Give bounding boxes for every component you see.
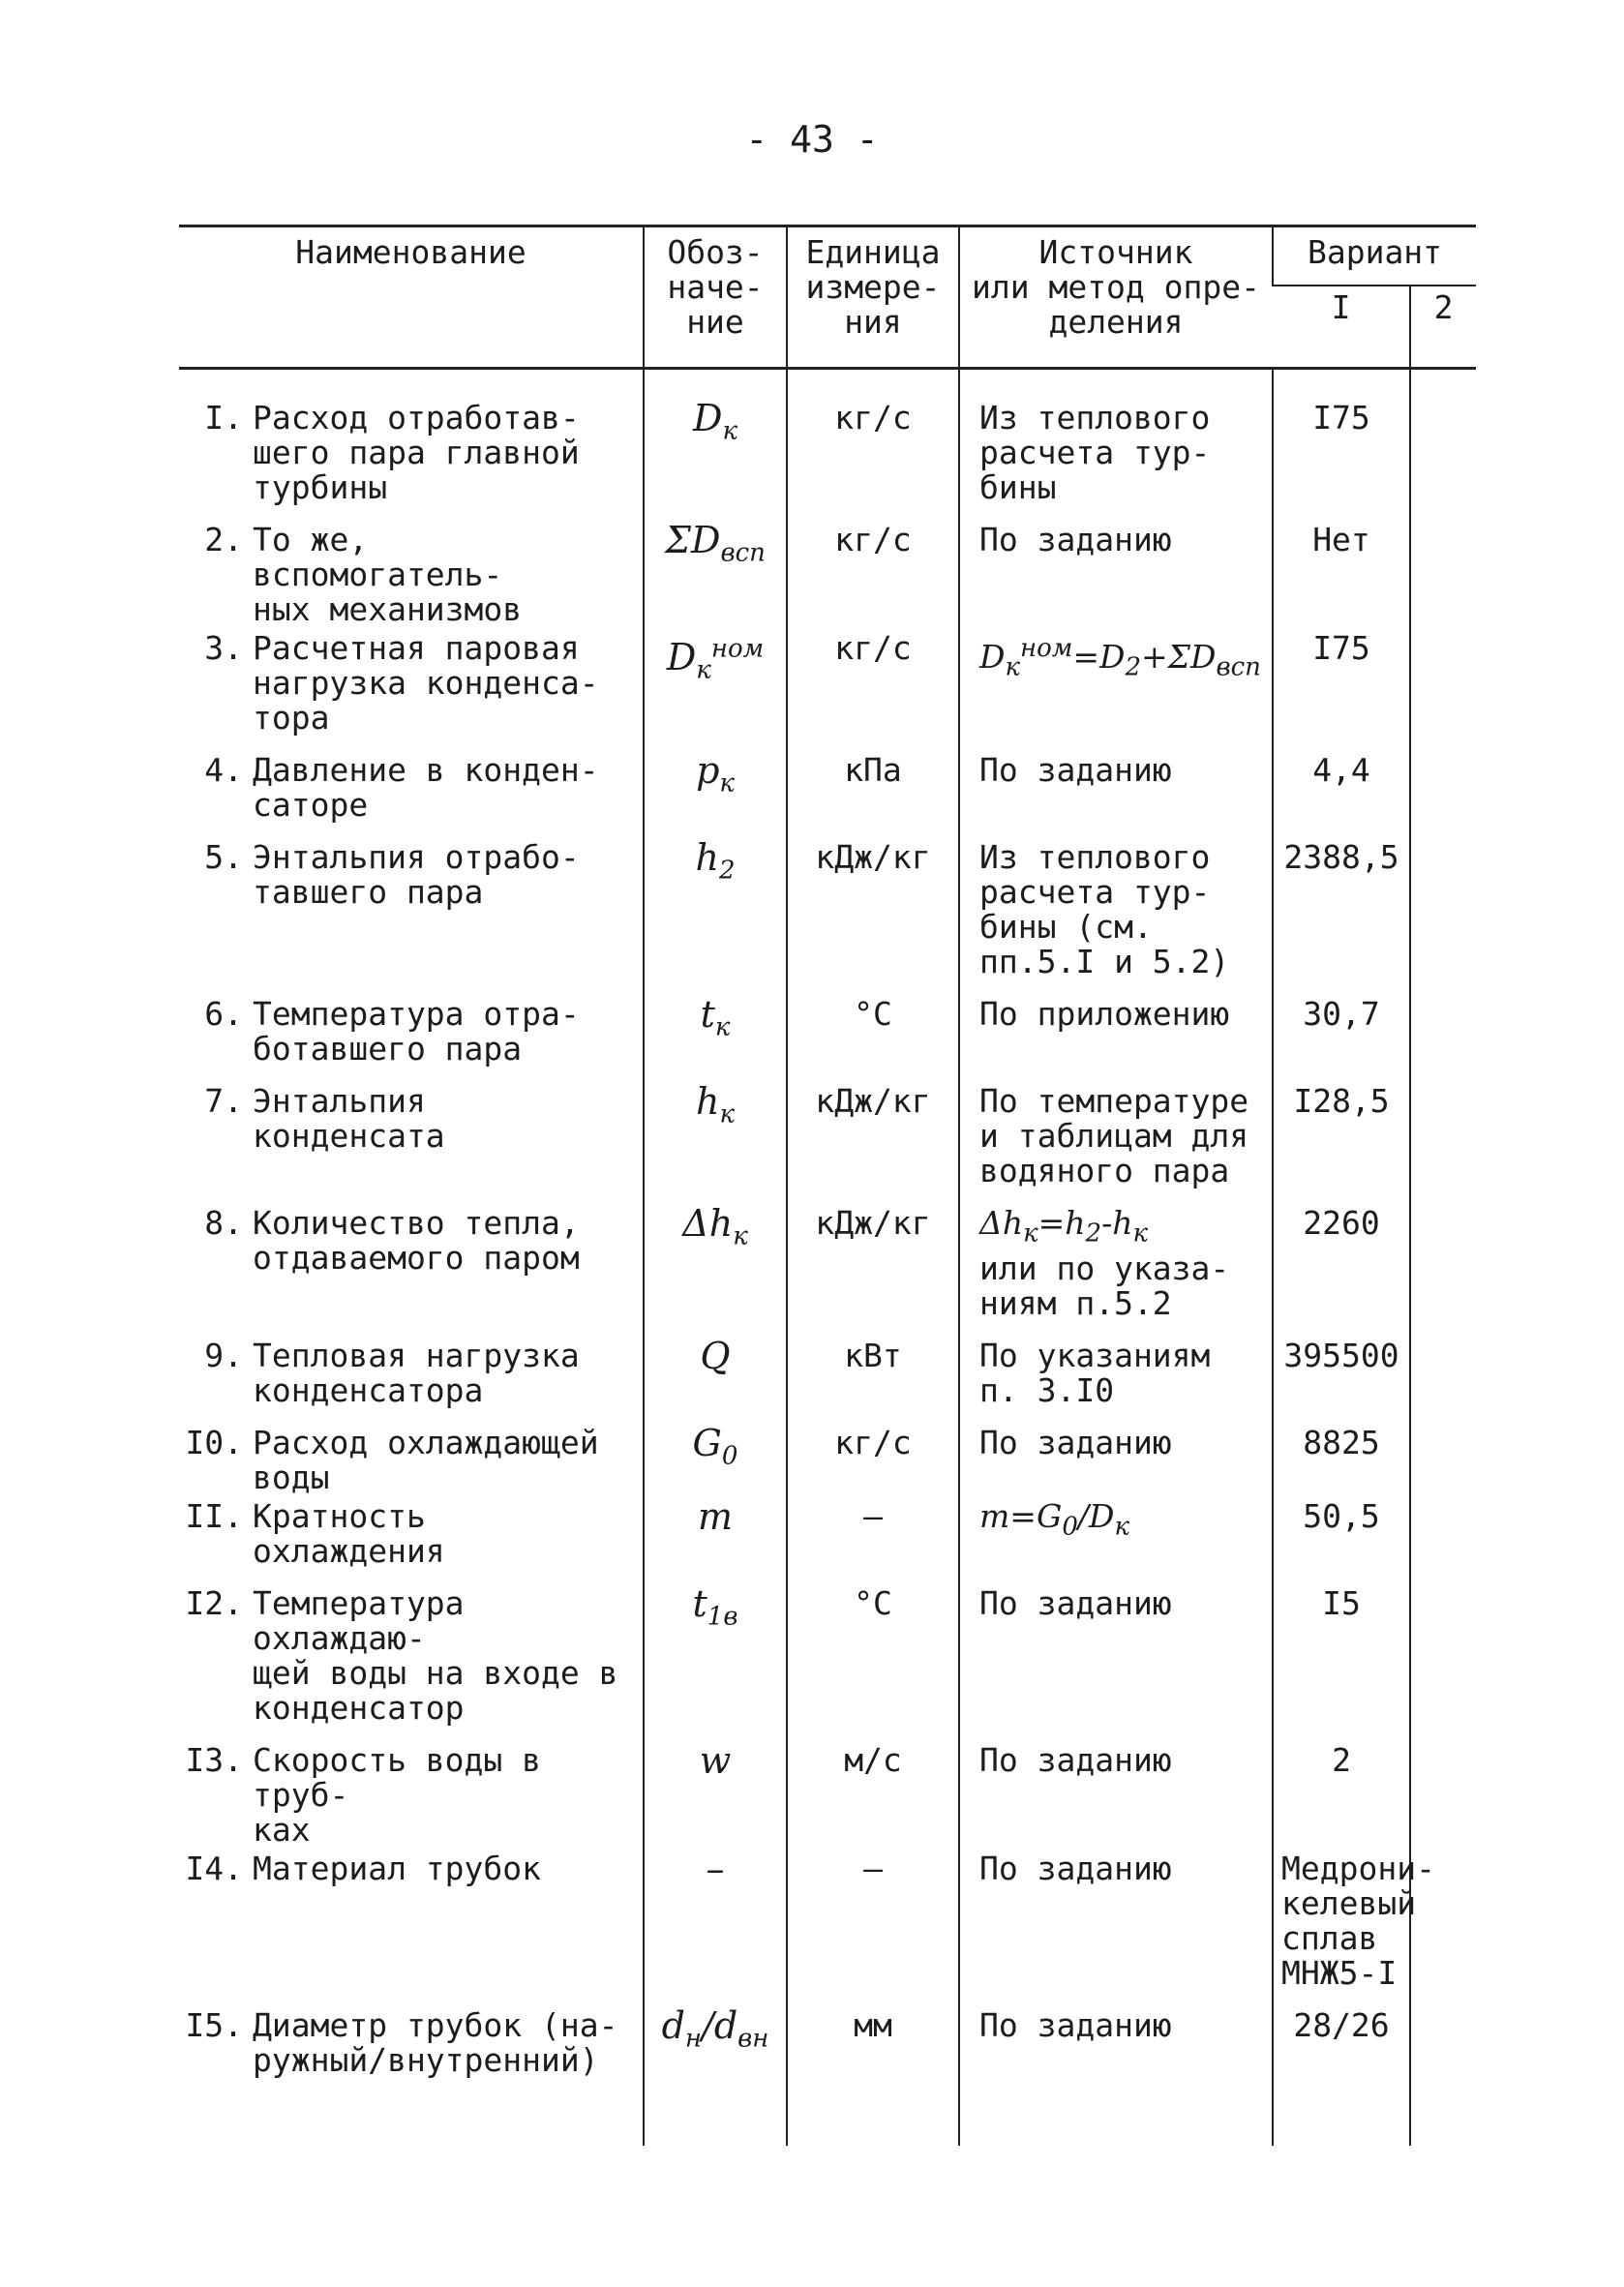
variant-1-value: Медрони- келевый сплав МНЖ5-I xyxy=(1273,1850,1410,2006)
param-name-cell xyxy=(179,629,644,751)
variant-2-value xyxy=(1410,1204,1476,1337)
unit-cell: кг/с xyxy=(787,1424,959,1497)
variant-1-value: 2 xyxy=(1273,1741,1410,1850)
unit-cell: кПа xyxy=(787,751,959,838)
symbol: $t_{1в}$ xyxy=(692,1581,738,1632)
param-name-cell xyxy=(179,838,644,995)
unit-cell: кг/с xyxy=(787,629,959,751)
symbol: $d_н/d_{вн}$ xyxy=(661,2003,769,2054)
symbol: Q xyxy=(700,1334,731,1377)
header-symbol xyxy=(644,226,787,369)
header-variant-label: Вариант xyxy=(1307,233,1443,271)
source-cell: По заданию xyxy=(959,1741,1273,1850)
variant-2-value xyxy=(1410,751,1476,838)
symbol-cell xyxy=(644,629,787,751)
source-cell: По заданию xyxy=(959,1584,1273,1741)
param-name: Температура отра- ботавшего пара xyxy=(253,995,580,1068)
header-source-label: Источник или метод опре- деления xyxy=(971,233,1260,341)
row-number: I4. xyxy=(185,1849,243,1887)
unit-cell: м/с xyxy=(787,1741,959,1850)
param-name: Расход охлаждающей воды xyxy=(253,1423,599,1496)
unit-cell: кг/с xyxy=(787,521,959,629)
header-name xyxy=(179,226,644,369)
symbol-cell xyxy=(644,1204,787,1337)
param-name: Энтальпия отрабо- тавшего пара xyxy=(253,838,580,911)
param-name: Тепловая нагрузка конденсатора xyxy=(253,1336,580,1409)
source-cell xyxy=(959,1497,1273,1584)
symbol-cell xyxy=(644,1581,787,1741)
row-number: 3. xyxy=(204,629,243,667)
table-row xyxy=(179,1584,1476,1741)
row-number: 9. xyxy=(204,1336,243,1374)
symbol-cell xyxy=(644,1082,787,1204)
source-cell: По приложению xyxy=(959,995,1273,1082)
unit-cell: – xyxy=(787,1497,959,1584)
unit-cell: °С xyxy=(787,995,959,1082)
row-number: I5. xyxy=(185,2005,243,2044)
param-name: Диаметр трубок (на- ружный/внутренний) xyxy=(253,2005,618,2079)
table-row xyxy=(179,1082,1476,1204)
source-cell: По температуре и таблицам для водяного пара xyxy=(959,1082,1273,1204)
variant-1-value: 4,4 xyxy=(1273,751,1410,838)
symbol-cell xyxy=(644,369,787,522)
source-cell: Из теплового расчета тур- бины xyxy=(959,369,1273,522)
param-name: Скорость воды в труб- ках xyxy=(253,1740,542,1849)
symbol-cell xyxy=(644,1334,787,1424)
unit-cell: кВт xyxy=(787,1337,959,1424)
variant-2-value xyxy=(1410,1741,1476,1850)
source-cell: По указаниям п. 3.I0 xyxy=(959,1337,1273,1424)
header-name-label: Наименование xyxy=(295,233,526,271)
variant-1-value: 30,7 xyxy=(1273,995,1410,1082)
header-variant-1: I xyxy=(1273,286,1410,369)
variant-2-value xyxy=(1410,1337,1476,1424)
table-row xyxy=(179,995,1476,1082)
header-unit-label: Единица измере- ния xyxy=(805,233,941,341)
param-name: Температура охлаждаю- щей воды на входе в конденсатор xyxy=(253,1583,618,1727)
param-name-cell xyxy=(179,1584,644,1741)
variant-1-value: 8825 xyxy=(1273,1424,1410,1497)
unit-cell: кг/с xyxy=(787,369,959,522)
row-number: 5. xyxy=(204,838,243,876)
unit-cell: кДж/кг xyxy=(787,1204,959,1337)
table-row xyxy=(179,369,1476,522)
unit-cell: – xyxy=(787,1850,959,2006)
param-name-cell xyxy=(179,1424,644,1497)
table-row xyxy=(179,629,1476,751)
param-name-cell xyxy=(179,995,644,1082)
table-row xyxy=(179,1850,1476,2006)
formula: $D_к^{ном}=D_2+\Sigma D_{всп}$ xyxy=(979,634,1261,682)
table-row xyxy=(179,1497,1476,1584)
table-row xyxy=(179,2006,1476,2146)
variant-2-value xyxy=(1410,838,1476,995)
param-name: То же, вспомогатель- ных механизмов xyxy=(253,521,523,628)
symbol: m xyxy=(697,1494,734,1538)
param-name-cell xyxy=(179,1741,644,1850)
symbol: – xyxy=(706,1847,725,1890)
variant-1-value: I28,5 xyxy=(1273,1082,1410,1204)
unit-cell: кДж/кг xyxy=(787,838,959,995)
header-unit xyxy=(787,226,959,369)
symbol-cell xyxy=(644,2003,787,2146)
param-name: Расчетная паровая нагрузка конденса- тора xyxy=(253,629,599,737)
variant-1-value: 28/26 xyxy=(1273,2006,1410,2146)
symbol: $t_к$ xyxy=(700,993,731,1042)
header-symbol-label: Обоз- наче- ние xyxy=(667,233,764,341)
variant-1-value: 395500 xyxy=(1273,1337,1410,1424)
source-cell: По заданию xyxy=(959,2006,1273,2146)
source-cell: По заданию xyxy=(959,521,1273,629)
symbol-cell xyxy=(644,995,787,1082)
row-number: I2. xyxy=(185,1583,243,1622)
variant-2-value xyxy=(1410,1082,1476,1204)
source-cell: Из теплового расчета тур- бины (см. пп.5.I и 5.2) xyxy=(959,838,1273,995)
source-cell xyxy=(959,629,1273,751)
table-row xyxy=(179,521,1476,629)
param-name-cell xyxy=(179,751,644,838)
symbol: $\Sigma D_{всп}$ xyxy=(665,519,766,568)
table-row xyxy=(179,751,1476,838)
table-body xyxy=(179,369,1476,2146)
row-number: 2. xyxy=(204,521,243,558)
symbol-cell xyxy=(644,1847,787,2006)
header-source xyxy=(959,226,1273,369)
param-name: Энтальпия конденсата xyxy=(253,1082,445,1155)
unit-cell: °С xyxy=(787,1584,959,1741)
source-cell: По заданию xyxy=(959,1424,1273,1497)
row-number: 6. xyxy=(204,995,243,1033)
symbol: w xyxy=(699,1738,732,1782)
variant-1-value: I75 xyxy=(1273,369,1410,522)
table-row xyxy=(179,1337,1476,1424)
header-variant xyxy=(1273,226,1476,286)
source-cell: По заданию xyxy=(959,1850,1273,2006)
row-number: 4. xyxy=(204,751,243,789)
variant-2-value xyxy=(1410,629,1476,751)
param-name-cell xyxy=(179,1204,644,1337)
symbol: $h_2$ xyxy=(695,836,736,886)
row-number: I0. xyxy=(185,1423,243,1461)
formula: $\Delta h_к=h_2-h_к$ или по указа- ниям п.5.2 xyxy=(979,1204,1230,1322)
variant-1-value: Нет xyxy=(1273,521,1410,629)
variant-2-value xyxy=(1410,1424,1476,1497)
variant-1-value: 2260 xyxy=(1273,1204,1410,1337)
param-name: Расход отработав- шего пара главной турбины xyxy=(253,399,580,506)
table-row xyxy=(179,1424,1476,1497)
variant-2-value xyxy=(1410,1497,1476,1584)
row-number: II. xyxy=(185,1496,243,1535)
table-row xyxy=(179,838,1476,995)
param-name-cell xyxy=(179,1337,644,1424)
variant-2-value xyxy=(1410,369,1476,522)
param-name-cell xyxy=(179,1497,644,1584)
param-name-cell xyxy=(179,521,644,629)
param-name: Давление в конден- саторе xyxy=(253,751,599,824)
parameters-table xyxy=(179,225,1476,2146)
param-name-cell xyxy=(179,1082,644,1204)
symbol-cell xyxy=(644,838,787,995)
symbol-cell xyxy=(644,1738,787,1850)
symbol: $G_0$ xyxy=(692,1421,738,1471)
header-variant-2: 2 xyxy=(1410,286,1476,369)
variant-2-value xyxy=(1410,1584,1476,1741)
variant-1-value: 50,5 xyxy=(1273,1497,1410,1584)
variant-1-value: 2388,5 xyxy=(1273,838,1410,995)
unit-cell: мм xyxy=(787,2006,959,2146)
symbol: $\Delta h_к$ xyxy=(682,1202,748,1251)
table-row xyxy=(179,1204,1476,1337)
source-cell xyxy=(959,1204,1273,1337)
symbol: $p_к$ xyxy=(696,749,735,798)
row-number: I. xyxy=(204,399,243,436)
formula: $m=G_0/D_к$ xyxy=(979,1496,1129,1542)
param-name-cell xyxy=(179,2006,644,2146)
variant-1-value: I5 xyxy=(1273,1584,1410,1741)
symbol-cell xyxy=(644,1494,787,1584)
variant-2-value xyxy=(1410,521,1476,629)
variant-2-value xyxy=(1410,995,1476,1082)
param-name: Кратность охлаждения xyxy=(253,1496,445,1570)
row-number: I3. xyxy=(185,1740,243,1779)
symbol: $D_к$ xyxy=(693,397,737,446)
symbol-cell xyxy=(644,751,787,838)
row-number: 7. xyxy=(204,1082,243,1120)
param-name-cell xyxy=(179,369,644,522)
table-row xyxy=(179,1741,1476,1850)
symbol-cell xyxy=(644,1421,787,1497)
source-cell: По заданию xyxy=(959,751,1273,838)
symbol-cell xyxy=(644,521,787,629)
unit-cell: кДж/кг xyxy=(787,1082,959,1204)
variant-1-value: I75 xyxy=(1273,629,1410,751)
param-name: Количество тепла, отдаваемого паром xyxy=(253,1204,580,1277)
param-name: Материал трубок xyxy=(253,1849,542,1887)
variant-2-value xyxy=(1410,2006,1476,2146)
symbol: $D_к^{ном}$ xyxy=(666,634,765,685)
row-number: 8. xyxy=(204,1204,243,1242)
param-name-cell xyxy=(179,1850,644,2006)
page-number: - 43 - xyxy=(745,118,879,161)
symbol: $h_к$ xyxy=(695,1080,735,1129)
